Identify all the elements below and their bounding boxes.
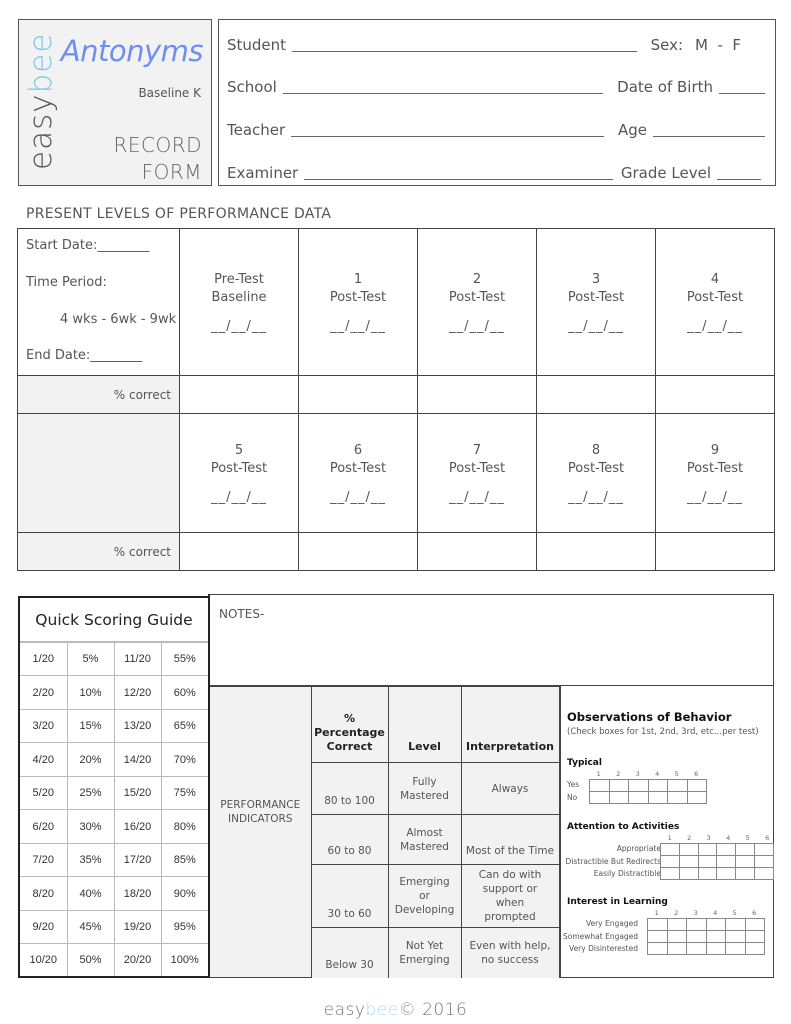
header-interpretation: Interpretation bbox=[461, 687, 559, 763]
row-label: No bbox=[567, 792, 578, 802]
observation-checkbox[interactable] bbox=[717, 856, 736, 868]
pct-correct-field-9[interactable] bbox=[656, 533, 775, 571]
school-row bbox=[227, 70, 765, 96]
form-title: Antonyms bbox=[60, 34, 203, 68]
plop-table bbox=[17, 228, 775, 571]
observation-checkbox-grid bbox=[647, 918, 765, 955]
observation-checkbox[interactable] bbox=[698, 844, 717, 856]
notes-indicators-box bbox=[208, 594, 774, 978]
observation-checkbox-grid bbox=[589, 779, 707, 804]
test-number: Pre-Test bbox=[214, 271, 264, 287]
form-subtitle: Baseline K bbox=[138, 86, 201, 100]
observation-checkbox[interactable] bbox=[668, 780, 688, 792]
observation-checkbox[interactable] bbox=[609, 780, 629, 792]
column-number: 6 bbox=[765, 834, 770, 842]
observations-panel bbox=[560, 686, 774, 977]
row-label: Easily Distractible bbox=[593, 869, 661, 878]
student-info-box bbox=[218, 19, 776, 186]
test-number: 6 bbox=[353, 442, 363, 458]
pct-correct-field-1[interactable] bbox=[299, 376, 418, 414]
column-numbers bbox=[660, 834, 777, 842]
observation-checkbox[interactable] bbox=[745, 931, 765, 943]
interpretation-cell: Can do with support or when prompted bbox=[461, 865, 559, 928]
teacher-field[interactable] bbox=[291, 119, 604, 137]
age-field[interactable] bbox=[653, 119, 765, 137]
examiner-field[interactable] bbox=[304, 162, 613, 180]
performance-indicators-label: PERFORMANCE INDICATORS bbox=[210, 687, 311, 978]
test-label: Post-Test bbox=[686, 289, 744, 305]
test-label: Post-Test bbox=[567, 460, 625, 476]
row-label: Very Disinterested bbox=[569, 944, 638, 953]
grade-level-label: Grade Level bbox=[620, 164, 711, 182]
test-label: Baseline bbox=[211, 289, 267, 305]
observation-checkbox[interactable] bbox=[687, 943, 707, 955]
test-cell-2 bbox=[418, 229, 537, 376]
observation-checkbox[interactable] bbox=[590, 780, 610, 792]
score-fraction: 4/20 bbox=[20, 743, 67, 776]
scoring-guide-table bbox=[20, 642, 208, 976]
test-label: Post-Test bbox=[686, 460, 744, 476]
observation-checkbox[interactable] bbox=[648, 931, 668, 943]
score-percent: 95% bbox=[161, 910, 208, 943]
pct-correct-field-7[interactable] bbox=[418, 533, 537, 571]
observation-checkbox[interactable] bbox=[736, 844, 755, 856]
test-number: 7 bbox=[472, 442, 482, 458]
score-percent: 15% bbox=[67, 709, 114, 742]
footer-logo-bee: bee bbox=[365, 1000, 399, 1020]
score-fraction: 18/20 bbox=[114, 877, 161, 910]
column-number: 1 bbox=[667, 834, 672, 842]
test-cell-6 bbox=[299, 414, 418, 533]
column-number: 6 bbox=[752, 909, 757, 917]
score-percent: 35% bbox=[67, 843, 114, 876]
observation-checkbox[interactable] bbox=[717, 868, 736, 880]
column-number: 5 bbox=[674, 770, 679, 778]
performance-indicators-table bbox=[210, 686, 560, 978]
observation-checkbox[interactable] bbox=[687, 780, 707, 792]
score-fraction: 8/20 bbox=[20, 877, 67, 910]
range-cell: 60 to 80 bbox=[311, 815, 388, 865]
score-fraction: 9/20 bbox=[20, 910, 67, 943]
sex-label: Sex: bbox=[650, 36, 683, 54]
header-percentage-correct: % Percentage Correct bbox=[311, 687, 388, 763]
scoring-row bbox=[20, 944, 208, 976]
section-title-plop: PRESENT LEVELS OF PERFORMANCE DATA bbox=[26, 206, 332, 222]
score-fraction: 2/20 bbox=[20, 676, 67, 709]
scoring-row bbox=[20, 709, 208, 742]
score-percent: 60% bbox=[161, 676, 208, 709]
scoring-row bbox=[20, 743, 208, 776]
score-percent: 70% bbox=[161, 743, 208, 776]
pct-correct-label: % correct bbox=[18, 376, 180, 414]
observation-section-title: Interest in Learning bbox=[567, 897, 668, 907]
interpretation-cell: Always bbox=[461, 763, 559, 815]
brand-box bbox=[18, 19, 212, 186]
observation-checkbox[interactable] bbox=[590, 792, 610, 804]
observation-checkbox[interactable] bbox=[755, 856, 774, 868]
score-fraction: 11/20 bbox=[114, 643, 161, 676]
range-cell: 80 to 100 bbox=[311, 763, 388, 815]
test-label: Post-Test bbox=[567, 289, 625, 305]
test-number: 5 bbox=[234, 442, 244, 458]
column-number: 2 bbox=[674, 909, 679, 917]
time-period-options[interactable]: 4 wks - 6wk - 9wk bbox=[60, 312, 177, 327]
column-numbers bbox=[589, 770, 706, 778]
score-fraction: 16/20 bbox=[114, 810, 161, 843]
score-percent: 80% bbox=[161, 810, 208, 843]
notes-label: NOTES- bbox=[219, 607, 265, 621]
easybee-logo-vertical bbox=[23, 33, 59, 170]
score-fraction: 17/20 bbox=[114, 843, 161, 876]
column-number: 5 bbox=[732, 909, 737, 917]
score-fraction: 20/20 bbox=[114, 944, 161, 976]
start-date-label[interactable]: Start Date:________ bbox=[26, 238, 150, 253]
score-percent: 55% bbox=[161, 643, 208, 676]
test-date-field[interactable]: __/__/__ bbox=[211, 318, 267, 334]
column-number: 1 bbox=[596, 770, 601, 778]
score-fraction: 19/20 bbox=[114, 910, 161, 943]
quick-scoring-guide bbox=[18, 596, 210, 978]
observation-checkbox[interactable] bbox=[648, 943, 668, 955]
score-fraction: 3/20 bbox=[20, 709, 67, 742]
observation-checkbox[interactable] bbox=[609, 792, 629, 804]
dob-label: Date of Birth bbox=[617, 78, 713, 96]
test-cell-3 bbox=[537, 229, 656, 376]
row-label: Very Engaged bbox=[585, 919, 638, 928]
observation-checkbox[interactable] bbox=[698, 856, 717, 868]
observation-checkbox[interactable] bbox=[679, 868, 698, 880]
score-percent: 45% bbox=[67, 910, 114, 943]
level-cell: Not Yet Emerging bbox=[388, 928, 461, 978]
observation-checkbox[interactable] bbox=[726, 931, 746, 943]
test-cell-4 bbox=[656, 229, 775, 376]
score-percent: 65% bbox=[161, 709, 208, 742]
form-label: FORM bbox=[141, 160, 202, 184]
logo-text-easy: easy bbox=[23, 93, 59, 170]
scoring-row bbox=[20, 843, 208, 876]
observation-checkbox[interactable] bbox=[648, 919, 668, 931]
observation-checkbox[interactable] bbox=[667, 943, 687, 955]
column-number: 3 bbox=[635, 770, 640, 778]
observation-checkbox[interactable] bbox=[706, 943, 726, 955]
observation-checkbox[interactable] bbox=[687, 931, 707, 943]
pct-correct-field-2[interactable] bbox=[418, 376, 537, 414]
column-number: 2 bbox=[687, 834, 692, 842]
time-period-label: Time Period: bbox=[26, 275, 107, 290]
observation-checkbox[interactable] bbox=[661, 868, 680, 880]
test-label: Post-Test bbox=[329, 289, 387, 305]
row-label: Somewhat Engaged bbox=[563, 931, 639, 941]
scoring-row bbox=[20, 676, 208, 709]
test-cell-8 bbox=[537, 414, 656, 533]
score-percent: 5% bbox=[67, 643, 114, 676]
test-label: Post-Test bbox=[448, 289, 506, 305]
test-number: 3 bbox=[591, 271, 601, 287]
observations-subtitle: (Check boxes for 1st, 2nd, 3rd, etc...per test) bbox=[567, 727, 759, 737]
observation-checkbox[interactable] bbox=[736, 868, 755, 880]
test-date-field[interactable]: __/__/__ bbox=[211, 489, 267, 505]
observation-checkbox[interactable] bbox=[726, 943, 746, 955]
observation-checkbox[interactable] bbox=[629, 792, 649, 804]
footer-copyright bbox=[0, 1000, 791, 1020]
observation-checkbox[interactable] bbox=[755, 868, 774, 880]
score-fraction: 6/20 bbox=[20, 810, 67, 843]
observation-section-title: Attention to Activities bbox=[567, 822, 680, 832]
test-date-field[interactable]: __/__/__ bbox=[449, 318, 505, 334]
score-fraction: 13/20 bbox=[114, 709, 161, 742]
test-cell-5 bbox=[180, 414, 299, 533]
observation-checkbox[interactable] bbox=[679, 856, 698, 868]
observation-checkbox[interactable] bbox=[687, 919, 707, 931]
test-date-field[interactable]: __/__/__ bbox=[568, 489, 624, 505]
age-label: Age bbox=[617, 121, 647, 139]
row-labels bbox=[567, 779, 587, 804]
observation-checkbox[interactable] bbox=[629, 780, 649, 792]
column-number: 6 bbox=[694, 770, 699, 778]
observation-checkbox-grid bbox=[660, 843, 774, 880]
pct-correct-field-4[interactable] bbox=[656, 376, 775, 414]
teacher-label: Teacher bbox=[227, 121, 286, 139]
header-level: Level bbox=[388, 687, 461, 763]
column-number: 3 bbox=[693, 909, 698, 917]
test-number: 1 bbox=[353, 271, 363, 287]
observation-checkbox[interactable] bbox=[726, 919, 746, 931]
student-row bbox=[227, 28, 765, 54]
score-percent: 50% bbox=[67, 944, 114, 976]
score-percent: 85% bbox=[161, 843, 208, 876]
examiner-label: Examiner bbox=[227, 164, 299, 182]
observation-checkbox[interactable] bbox=[648, 780, 668, 792]
pct-correct-field-3[interactable] bbox=[537, 376, 656, 414]
examiner-row bbox=[227, 156, 765, 182]
row-label: Yes bbox=[567, 780, 580, 789]
column-number: 1 bbox=[654, 909, 659, 917]
score-percent: 20% bbox=[67, 743, 114, 776]
observation-checkbox[interactable] bbox=[736, 856, 755, 868]
row-labels bbox=[563, 843, 661, 881]
pct-correct-field-5[interactable] bbox=[180, 533, 299, 571]
record-form-label bbox=[113, 132, 202, 186]
observation-checkbox[interactable] bbox=[717, 844, 736, 856]
score-fraction: 7/20 bbox=[20, 843, 67, 876]
observation-checkbox[interactable] bbox=[698, 868, 717, 880]
observation-section-title: Typical bbox=[567, 758, 602, 768]
test-cell-1 bbox=[299, 229, 418, 376]
test-date-field[interactable]: __/__/__ bbox=[568, 318, 624, 334]
level-cell: Fully Mastered bbox=[388, 763, 461, 815]
observation-checkbox[interactable] bbox=[745, 919, 765, 931]
observation-checkbox[interactable] bbox=[661, 844, 680, 856]
score-percent: 100% bbox=[161, 944, 208, 976]
test-label: Post-Test bbox=[448, 460, 506, 476]
end-date-label[interactable]: End Date:________ bbox=[26, 348, 143, 363]
dob-field[interactable] bbox=[719, 76, 765, 94]
range-cell: 30 to 60 bbox=[311, 865, 388, 928]
interpretation-cell: Most of the Time bbox=[461, 815, 559, 865]
school-label: School bbox=[227, 78, 277, 96]
column-number: 4 bbox=[713, 909, 718, 917]
score-fraction: 5/20 bbox=[20, 776, 67, 809]
test-number: 2 bbox=[472, 271, 482, 287]
test-date-field[interactable]: __/__/__ bbox=[330, 489, 386, 505]
observation-checkbox[interactable] bbox=[706, 919, 726, 931]
column-number: 5 bbox=[745, 834, 750, 842]
sex-options[interactable]: M - F bbox=[695, 36, 742, 54]
test-date-field[interactable]: __/__/__ bbox=[330, 318, 386, 334]
test-cell-pretest bbox=[180, 229, 299, 376]
test-number: 9 bbox=[710, 442, 720, 458]
footer-copyright-text: © 2016 bbox=[398, 1000, 468, 1020]
observation-checkbox[interactable] bbox=[687, 792, 707, 804]
teacher-row bbox=[227, 113, 765, 139]
test-cell-9 bbox=[656, 414, 775, 533]
score-percent: 90% bbox=[161, 877, 208, 910]
row-label: Distractible But Redirects bbox=[565, 856, 661, 866]
level-cell: Emerging or Developing bbox=[388, 865, 461, 928]
observation-checkbox[interactable] bbox=[661, 856, 680, 868]
observation-checkbox[interactable] bbox=[648, 792, 668, 804]
test-date-field[interactable]: __/__/__ bbox=[687, 489, 743, 505]
footer-logo-easy: easy bbox=[323, 1000, 366, 1020]
observation-checkbox[interactable] bbox=[745, 943, 765, 955]
school-field[interactable] bbox=[283, 76, 603, 94]
test-label: Post-Test bbox=[210, 460, 268, 476]
column-number: 4 bbox=[726, 834, 731, 842]
score-fraction: 12/20 bbox=[114, 676, 161, 709]
observation-checkbox[interactable] bbox=[668, 792, 688, 804]
observation-checkbox[interactable] bbox=[679, 844, 698, 856]
row-labels bbox=[563, 918, 638, 956]
row-label: Appropriate bbox=[616, 844, 661, 853]
column-number: 2 bbox=[616, 770, 621, 778]
scoring-row bbox=[20, 910, 208, 943]
pct-correct-field-6[interactable] bbox=[299, 533, 418, 571]
test-date-field[interactable]: __/__/__ bbox=[687, 318, 743, 334]
observation-checkbox[interactable] bbox=[667, 919, 687, 931]
logo-text-bee: bee bbox=[23, 32, 59, 94]
test-number: 8 bbox=[591, 442, 601, 458]
blank-gray-cell bbox=[18, 414, 180, 533]
scoring-row bbox=[20, 776, 208, 809]
score-percent: 40% bbox=[67, 877, 114, 910]
range-cell: Below 30 bbox=[311, 928, 388, 978]
score-percent: 30% bbox=[67, 810, 114, 843]
scoring-row bbox=[20, 877, 208, 910]
score-percent: 75% bbox=[161, 776, 208, 809]
student-field[interactable] bbox=[292, 34, 637, 52]
pct-correct-label: % correct bbox=[18, 533, 180, 571]
score-fraction: 10/20 bbox=[20, 944, 67, 976]
score-percent: 10% bbox=[67, 676, 114, 709]
test-cell-7 bbox=[418, 414, 537, 533]
notes-field[interactable] bbox=[210, 595, 773, 685]
column-number: 3 bbox=[706, 834, 711, 842]
score-percent: 25% bbox=[67, 776, 114, 809]
pct-correct-field-8[interactable] bbox=[537, 533, 656, 571]
observation-checkbox[interactable] bbox=[667, 931, 687, 943]
score-fraction: 14/20 bbox=[114, 743, 161, 776]
column-numbers bbox=[647, 909, 764, 917]
record-label: RECORD bbox=[113, 133, 202, 157]
pct-correct-field-pretest[interactable] bbox=[180, 376, 299, 414]
scoring-row bbox=[20, 643, 208, 676]
level-cell: Almost Mastered bbox=[388, 815, 461, 865]
scoring-row bbox=[20, 810, 208, 843]
test-date-field[interactable]: __/__/__ bbox=[449, 489, 505, 505]
student-label: Student bbox=[227, 36, 287, 54]
test-number: 4 bbox=[710, 271, 720, 287]
observation-checkbox[interactable] bbox=[755, 844, 774, 856]
grade-level-field[interactable] bbox=[717, 162, 761, 180]
observations-title: Observations of Behavior bbox=[567, 710, 732, 724]
test-label: Post-Test bbox=[329, 460, 387, 476]
interpretation-cell: Even with help, no success bbox=[461, 928, 559, 978]
score-fraction: 15/20 bbox=[114, 776, 161, 809]
observation-checkbox[interactable] bbox=[706, 931, 726, 943]
score-fraction: 1/20 bbox=[20, 643, 67, 676]
column-number: 4 bbox=[655, 770, 660, 778]
scoring-guide-title: Quick Scoring Guide bbox=[20, 598, 208, 642]
date-info-cell bbox=[18, 229, 180, 376]
